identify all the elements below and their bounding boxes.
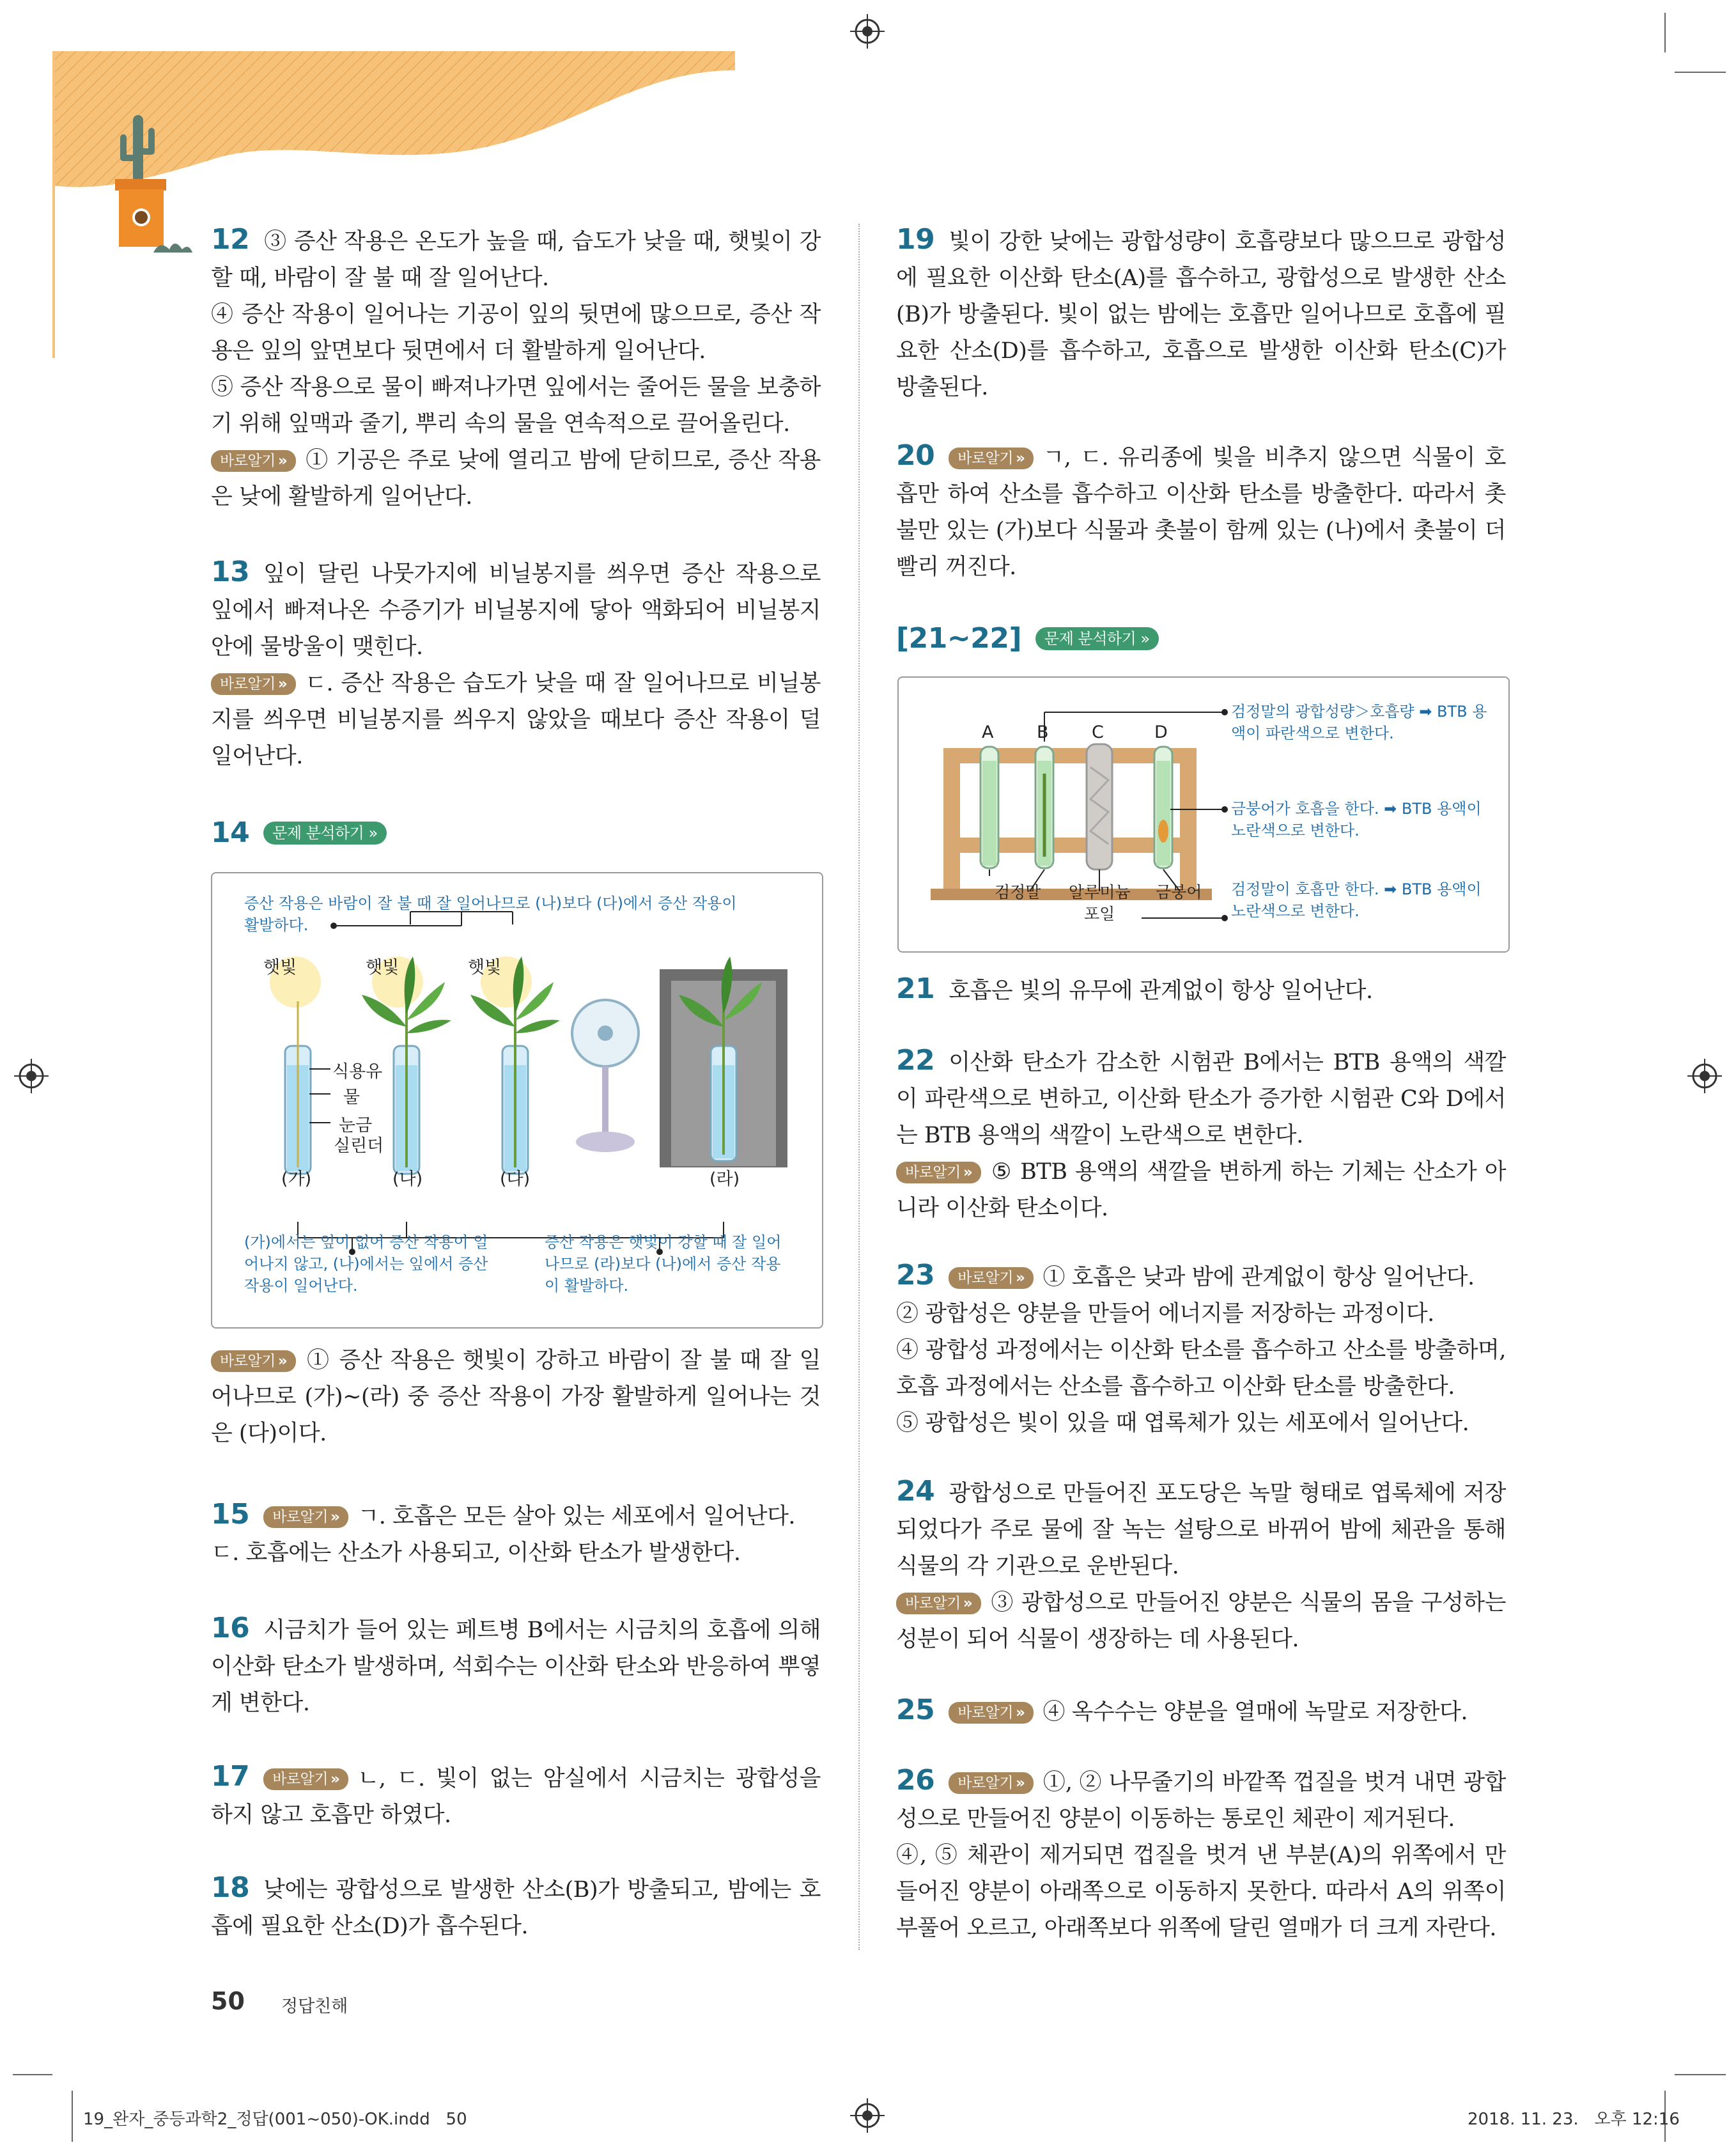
figure-transpiration [211, 872, 823, 1329]
correction-badge: 바로알기 » [949, 448, 1034, 469]
correction-badge: 바로알기 » [896, 1593, 981, 1614]
plant-label: 검정말 [995, 883, 1041, 901]
answer-14: 바로알기 » ① 증산 작용은 햇빛이 강하고 바람이 잘 불 때 잘 일어나므로 (가)~(라) 중 증산 작용이 가장 활발하게 일어나는 것은 (다)이다. [211, 1348, 821, 1446]
foil-label: 알루미늄 [1069, 883, 1131, 901]
question-number: 12 [211, 223, 250, 256]
crop-mark [13, 2074, 52, 2075]
cylinder-label: 눈금 [339, 1116, 373, 1135]
water-label: 물 [343, 1088, 360, 1107]
figure-note-3: 검정말이 호흡만 한다. ➡ BTB 용액이 노란색으로 변한다. [1231, 880, 1482, 920]
crop-mark [1675, 2074, 1726, 2075]
question-number: 18 [211, 1871, 250, 1904]
question-number: 26 [896, 1764, 935, 1797]
question-number: 20 [896, 439, 935, 472]
crop-mark [72, 2091, 73, 2142]
fish-label: 금붕어 [1156, 883, 1202, 901]
answer-25: 25 바로알기 » ④ 옥수수는 양분을 열매에 녹말로 저장한다. [896, 1694, 1468, 1726]
correction-badge: 바로알기 » [949, 1772, 1034, 1794]
correction-badge: 바로알기 » [949, 1702, 1034, 1724]
figure-note-top: 증산 작용은 바람이 잘 불 때 잘 일어나므로 (나)보다 (다)에서 증산 작용이 활발하다. [244, 894, 737, 934]
figure-note-left: (가)에서는 잎이 없어 증산 작용이 일어나지 않고, (나)에서는 잎에서 증산 작용이 일어난다. [244, 1233, 488, 1295]
tube-letter: D [1154, 722, 1168, 742]
oil-label: 식용유 [332, 1062, 383, 1082]
figure-note-2: 금붕어가 호흡을 한다. ➡ BTB 용액이 노란색으로 변한다. [1231, 800, 1482, 839]
answer-15: 15 바로알기 » ㄱ. 호흡은 모든 살아 있는 세포에서 일어난다. ㄷ. 호흡에는 산소가 사용되고, 이산화 탄소가 발생한다. [211, 1498, 796, 1566]
question-number: 24 [896, 1475, 935, 1508]
answer-13: 13 잎이 달린 나뭇가지에 비닐봉지를 씌우면 증산 작용으로 잎에서 빠져나온 수증기가 비닐봉지에 닿아 액화되어 비닐봉지 안에 물방울이 맺힌다. 바로알기 » ㄷ. 증산 작용은 습도가 낮을 때 잘 일어나므로 비닐봉지를 씌우면 비닐봉지를 씌우지 않았을 때보다 증산 작용이 덜 일어난다. [211, 556, 821, 769]
foil-label: 포일 [1084, 905, 1115, 923]
page-number: 50 [211, 1987, 245, 2015]
figure-note-1: 검정말의 광합성량＞호흡량 ➡ BTB 용액이 파란색으로 변한다. [1231, 703, 1487, 742]
question-number: 13 [211, 556, 250, 588]
column-divider [858, 224, 860, 1950]
crop-mark [1675, 72, 1726, 73]
correction-badge: 바로알기 » [263, 1768, 348, 1790]
analysis-badge: 문제 분석하기 » [263, 822, 387, 845]
answer-17: 17 바로알기 » ㄴ, ㄷ. 빛이 없는 암실에서 시금치는 광합성을 하지 않고 호흡만 하였다. [211, 1760, 821, 1828]
tube-letter: B [1037, 722, 1049, 742]
correction-badge: 바로알기 » [949, 1267, 1034, 1289]
registration-mark-icon [850, 2098, 885, 2133]
answer-24: 24 광합성으로 만들어진 포도당은 녹말 형태로 엽록체에 저장되었다가 주로 물에 잘 녹는 설탕으로 바뀌어 밤에 체관을 통해 식물의 각 기관으로 운반된다. 바로알기 » ③ 광합성으로 만들어진 양분은 식물의 몸을 구성하는 성분이 되어 식물이 생장하는 데 사용된다. [896, 1475, 1506, 1652]
correction-badge: 바로알기 » [211, 673, 296, 695]
figure-btb-experiment [897, 676, 1510, 953]
question-number: [21~22] [896, 622, 1022, 655]
answer-26: 26 바로알기 » ①, ② 나무줄기의 바깥쪽 껍질을 벗겨 내면 광합성으로 만들어진 양분이 이동하는 통로인 체관이 제거된다. ④, ⑤ 체관이 제거되면 껍질을 벗겨 낸 부분(A)의 위쪽에서 만들어진 양분이 아래쪽으로 이동하지 못한다. 따라서 A의 위쪽이 부풀어 오르고, 아래쪽보다 위쪽에 달린 열매가 더 크게 자란다. [896, 1764, 1506, 1941]
question-number: 14 [211, 816, 250, 849]
answer-19: 19 빛이 강한 낮에는 광합성량이 호흡량보다 많으므로 광합성에 필요한 이산화 탄소(A)를 흡수하고, 광합성으로 발생한 산소(B)가 방출된다. 빛이 없는 밤에는 호흡만 일어나므로 호흡에 필요한 산소(D)를 흡수하고, 호흡으로 발생한 이산화 탄소(C)가 방출된다. [896, 223, 1506, 400]
answer-21: 21 호흡은 빛의 유무에 관계없이 항상 일어난다. [896, 972, 1373, 1005]
cylinder-label: 실린더 [334, 1136, 384, 1156]
correction-badge: 바로알기 » [211, 1350, 296, 1372]
question-number: 25 [896, 1694, 935, 1726]
answer-12: 12 ③ 증산 작용은 온도가 높을 때, 습도가 낮을 때, 햇빛이 강할 때, 바람이 잘 불 때 잘 일어난다. ④ 증산 작용이 일어나는 기공이 잎의 뒷면에 많으므로, 증산 작용은 잎의 앞면보다 뒷면에서 더 활발하게 일어난다. ⑤ 증산 작용으로 물이 빠져나가면 잎에서는 줄어든 물을 보충하기 위해 잎맥과 줄기, 뿌리 속의 물을 연속적으로 끌어올린다. 바로알기 » ① 기공은 주로 낮에 열리고 밤에 닫히므로, 증산 작용은 낮에 활발하게 일어난다. [211, 223, 821, 510]
figure-note-right: 증산 작용은 햇빛이 강할 때 잘 일어나므로 (라)보다 (나)에서 증산 작용이 활발하다. [545, 1233, 782, 1295]
analysis-badge: 문제 분석하기 » [1035, 627, 1159, 650]
correction-badge: 바로알기 » [263, 1506, 348, 1528]
question-number: 19 [896, 223, 935, 256]
registration-mark-icon [14, 1059, 49, 1093]
registration-mark-icon [1687, 1059, 1722, 1093]
section-title: 정답친해 [281, 1997, 348, 2016]
question-number: 23 [896, 1259, 935, 1291]
print-date: 2018. 11. 23. 오후 12:16 [1468, 2110, 1680, 2129]
answer-21-22-header [896, 620, 1506, 659]
tube-label: (다) [500, 1169, 531, 1189]
question-number: 15 [211, 1498, 250, 1531]
question-number: 22 [896, 1044, 935, 1077]
tube-label: (가) [281, 1169, 312, 1189]
answer-14-header [211, 815, 821, 854]
sunlight-label: 햇빛 [366, 958, 399, 978]
question-number: 16 [211, 1612, 250, 1644]
answer-18: 18 낮에는 광합성으로 발생한 산소(B)가 방출되고, 밤에는 호흡에 필요한 산소(D)가 흡수된다. [211, 1871, 821, 1939]
correction-badge: 바로알기 » [211, 450, 296, 472]
sunlight-label: 햇빛 [263, 958, 297, 978]
correction-badge: 바로알기 » [896, 1162, 981, 1183]
tube-label: (나) [392, 1169, 423, 1189]
question-number: 21 [896, 972, 935, 1005]
answer-22: 22 이산화 탄소가 감소한 시험관 B에서는 BTB 용액의 색깔이 파란색으로 변하고, 이산화 탄소가 증가한 시험관 C와 D에서는 BTB 용액의 색깔이 노란색으로 변한다. 바로알기 » ⑤ BTB 용액의 색깔을 변하게 하는 기체는 산소가 아니라 이산화 탄소이다. [896, 1044, 1506, 1221]
tube-letter: C [1092, 722, 1104, 742]
tube-label: (라) [709, 1169, 740, 1189]
question-number: 17 [211, 1760, 250, 1793]
answer-16: 16 시금치가 들어 있는 페트병 B에서는 시금치의 호흡에 의해 이산화 탄소가 발생하며, 석회수는 이산화 탄소와 반응하여 뿌옇게 변한다. [211, 1612, 821, 1716]
registration-mark-icon [850, 14, 885, 49]
cactus-pot-icon [102, 109, 198, 269]
file-info: 19_완자_중등과학2_정답(001~050)-OK.indd 50 [83, 2110, 467, 2129]
answer-20: 20 바로알기 » ㄱ, ㄷ. 유리종에 빛을 비추지 않으면 식물이 호흡만 하여 산소를 흡수하고 이산화 탄소를 방출한다. 따라서 촛불만 있는 (가)보다 식물과 촛불이 함께 있는 (나)에서 촛불이 더 빨리 꺼진다. [896, 439, 1506, 580]
tube-letter: A [982, 722, 994, 742]
crop-mark [1664, 13, 1666, 52]
sunlight-label: 햇빛 [468, 958, 502, 978]
answer-23: 23 바로알기 » ① 호흡은 낮과 밤에 관계없이 항상 일어난다. ② 광합성은 양분을 만들어 에너지를 저장하는 과정이다. ④ 광합성 과정에서는 이산화 탄소를 흡수하고 산소를 방출하며, 호흡 과정에서는 산소를 흡수하고 이산화 탄소를 방출한다. ⑤ 광합성은 빛이 있을 때 엽록체가 있는 세포에서 일어난다. [896, 1259, 1506, 1436]
